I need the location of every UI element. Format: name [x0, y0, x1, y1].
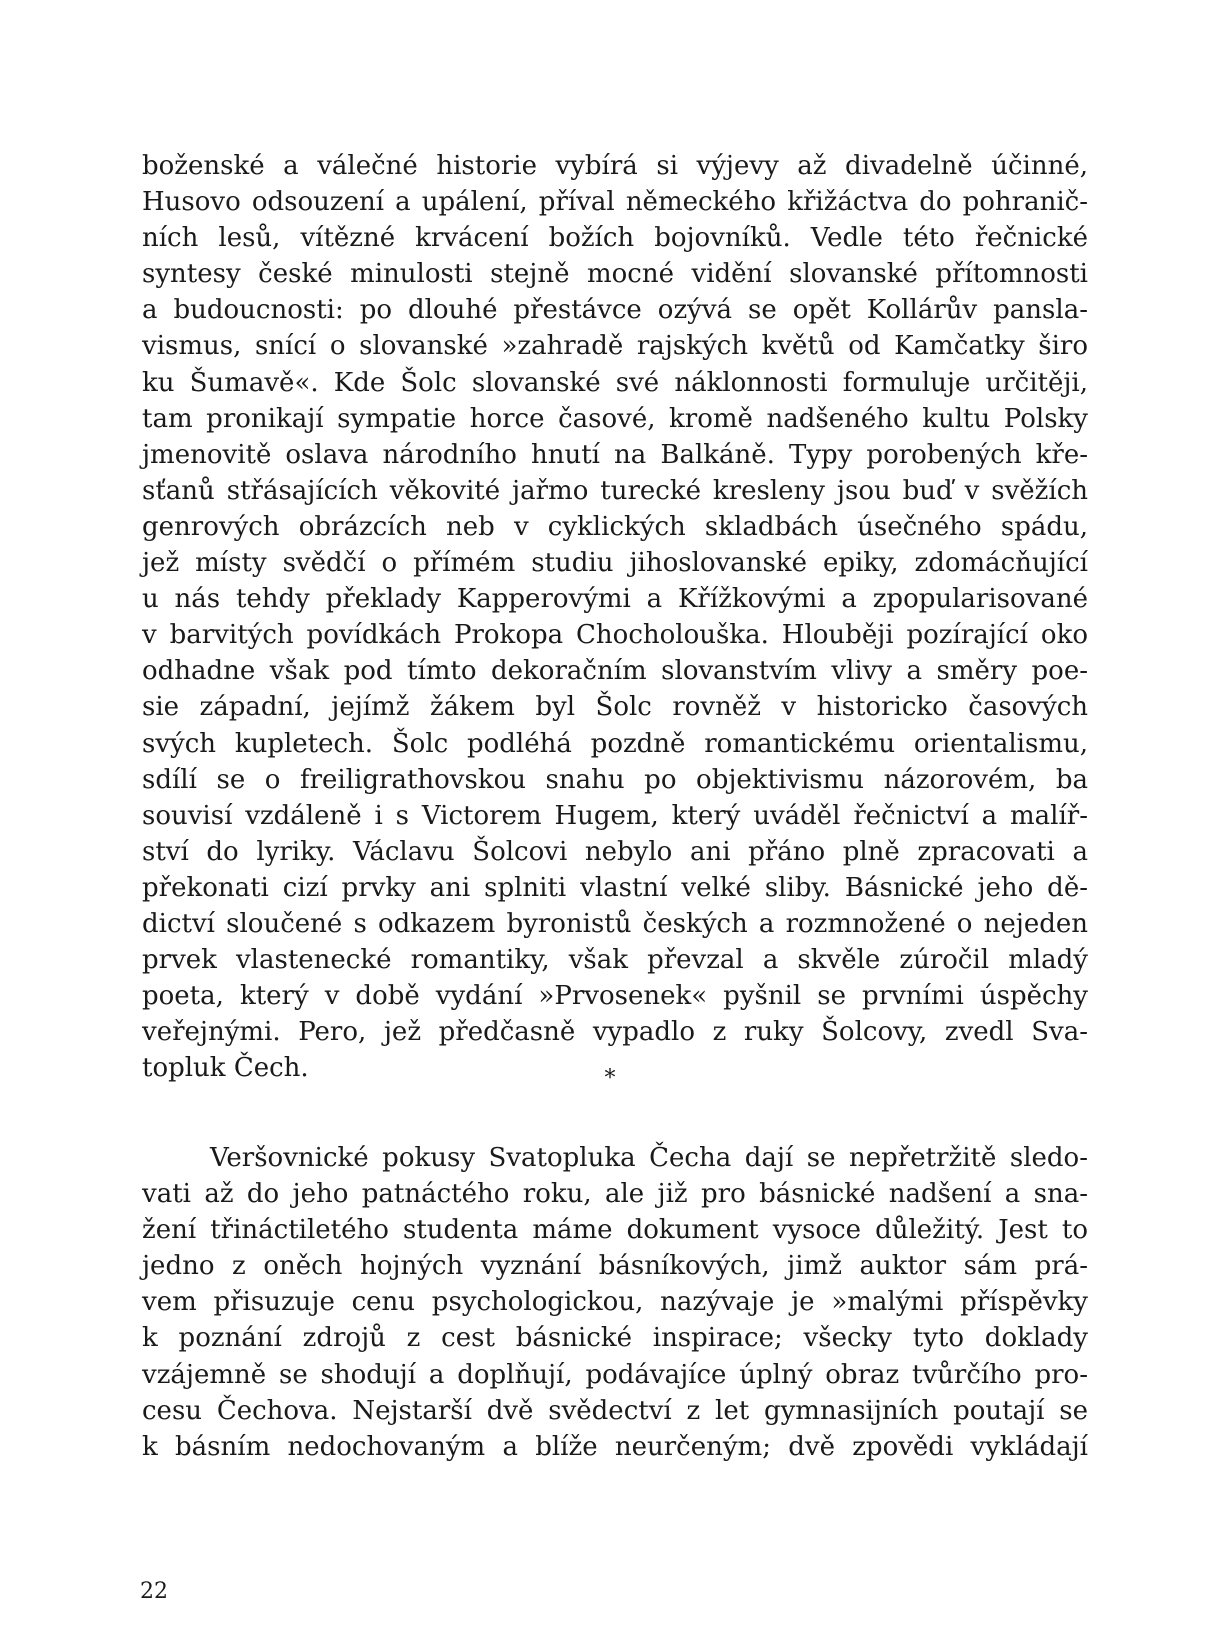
- text-line: překonati cizí prvky ani splniti vlastní velké sliby. Básnické jeho dě-: [142, 872, 1088, 903]
- text-line: vzájemně se shodují a doplňují, podávajíce úplný obraz tvůrčího pro-: [142, 1359, 1088, 1390]
- paragraph-2: [142, 1140, 1088, 1465]
- text-line: topluk Čech.: [142, 1053, 309, 1084]
- text-line: u nás tehdy překlady Kapperovými a Křížkovými a zpopularisované: [142, 584, 1088, 615]
- text-line: svých kupletech. Šolc podléhá pozdně romantickému orientalismu,: [142, 728, 1088, 759]
- text-line: vem přisuzuje cenu psychologickou, nazývaje je »malými příspěvky: [142, 1287, 1088, 1318]
- text-line: jmenovitě oslava národního hnutí na Balkáně. Typy porobených kře-: [142, 439, 1088, 470]
- text-line: k básním nedochovaným a blíže neurčeným; dvě zpovědi vykládají: [142, 1431, 1088, 1462]
- text-line: prvek vlastenecké romantiky, však převzal a skvěle zúročil mladý: [142, 945, 1088, 976]
- section-separator: *: [604, 1066, 616, 1091]
- text-line: v barvitých povídkách Prokopa Chocholouška. Hlouběji pozírající oko: [142, 620, 1088, 651]
- text-line: cesu Čechova. Nejstarší dvě svědectví z let gymnasijních poutají se: [142, 1395, 1088, 1426]
- text-line: Veršovnické pokusy Svatopluka Čecha dají se nepřetržitě sledo-: [210, 1143, 1088, 1173]
- text-line: genrových obrázcích neb v cyklických skladbách úsečného spádu,: [142, 511, 1088, 542]
- text-line: jedno z oněch hojných vyznání básníkových, jimž auktor sám prá-: [142, 1251, 1088, 1282]
- text-line: sdílí se o freiligrathovskou snahu po objektivismu názorovém, ba: [142, 764, 1088, 795]
- text-line: ku Šumavě«. Kde Šolc slovanské své náklonnosti formuluje určitěji,: [142, 367, 1088, 398]
- text-line: sie západní, jejímž žákem byl Šolc rovněž v historicko časových: [142, 692, 1088, 723]
- text-line: sťanů střásajících věkovité jařmo turecké kresleny jsou buď v svěžích: [142, 475, 1088, 506]
- text-line: k poznání zdrojů z cest básnické inspirace; všecky tyto doklady: [142, 1323, 1088, 1354]
- text-line: ních lesů, vítězné krvácení božích bojovníků. Vedle této řečnické: [142, 223, 1088, 254]
- paragraph-1: [142, 148, 1088, 1086]
- text-line: a budoucnosti: po dlouhé přestávce ozývá se opět Kollárův pansla-: [142, 295, 1088, 326]
- text-line: veřejnými. Pero, jež předčasně vypadlo z ruky Šolcovy, zvedl Sva-: [142, 1017, 1088, 1048]
- text-line: žení třináctiletého studenta máme dokument vysoce důležitý. Jest to: [142, 1215, 1088, 1246]
- text-line: Husovo odsouzení a upálení, příval německého křižáctva do pohranič-: [142, 187, 1088, 218]
- text-line: boženské a válečné historie vybírá si výjevy až divadelně účinné,: [142, 151, 1088, 181]
- page-number: 22: [140, 1579, 168, 1604]
- text-line: syntesy české minulosti stejně mocné vidění slovanské přítomnosti: [142, 259, 1088, 290]
- text-line: souvisí vzdáleně i s Victorem Hugem, který uváděl řečnictví a malíř-: [142, 800, 1088, 831]
- text-line: tam pronikají sympatie horce časové, kromě nadšeného kultu Polsky: [142, 403, 1088, 434]
- text-line: ství do lyriky. Václavu Šolcovi nebylo ani přáno plně zpracovati a: [142, 836, 1088, 867]
- text-line: poeta, který v době vydání »Prvosenek« pyšnil se prvními úspěchy: [142, 981, 1088, 1012]
- text-line: jež místy svědčí o přímém studiu jihoslovanské epiky, zdomácňující: [142, 548, 1088, 579]
- text-line: vismus, snící o slovanské »zahradě rajských květů od Kamčatky širo: [142, 331, 1088, 362]
- text-line: vati až do jeho patnáctého roku, ale již pro básnické nadšení a sna-: [142, 1179, 1088, 1210]
- text-line: dictví sloučené s odkazem byronistů českých a rozmnožené o nejeden: [142, 908, 1088, 939]
- text-line: odhadne však pod tímto dekoračním slovanstvím vlivy a směry poe-: [142, 656, 1088, 687]
